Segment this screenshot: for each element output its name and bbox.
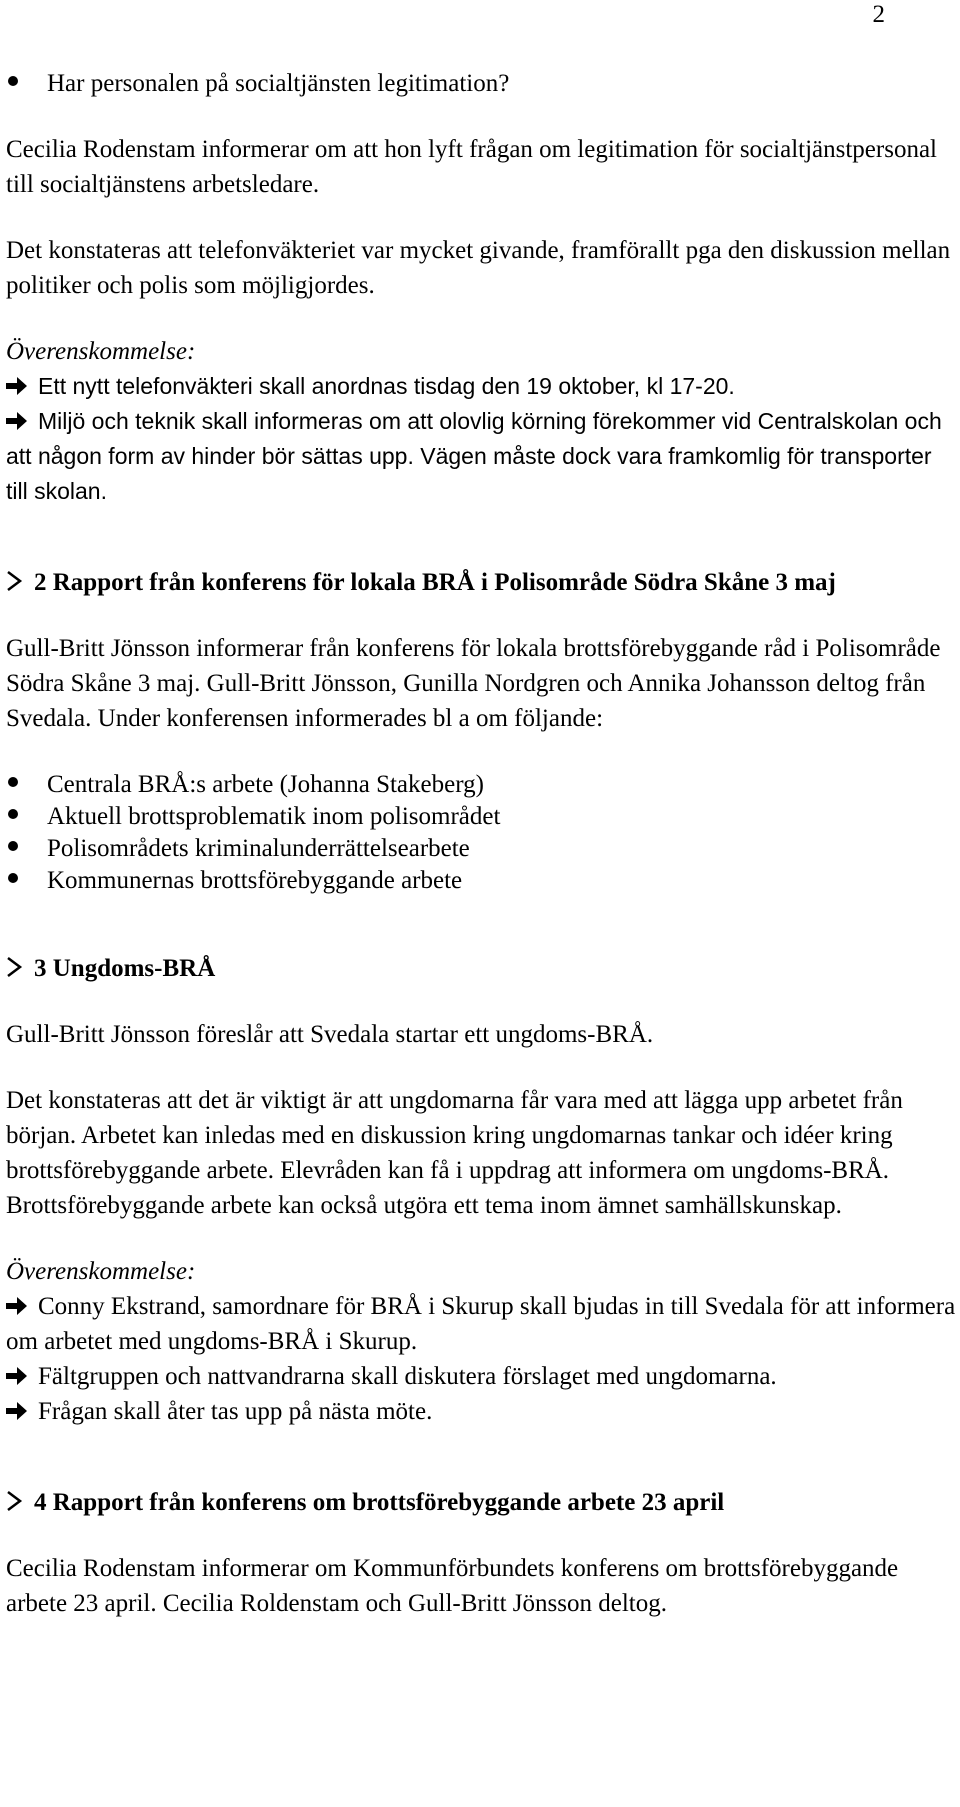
- arrow-right-icon: [6, 1401, 28, 1421]
- list-item: [6, 767, 956, 799]
- paragraph-legitimation: Cecilia Rodenstam informerar om att hon lyft frågan om legitimation för socialtjänstpersonal till socialtjänstens arbetsledare.: [6, 136, 937, 198]
- list-item: [6, 863, 956, 895]
- agreement-2-item-2-text: Fältgruppen och nattvandrarna skall diskutera förslaget med ungdomarna.: [38, 1363, 777, 1390]
- section-4-heading-text: 4 Rapport från konferens om brottsförebyggande arbete 23 april: [34, 1489, 725, 1516]
- heading-arrow-icon: [6, 1490, 24, 1512]
- agreement-label-2: Överenskommelse:: [6, 1258, 196, 1285]
- list-item: [6, 799, 956, 831]
- bullet-icon: [8, 873, 18, 883]
- section-4-heading: [6, 1485, 956, 1520]
- section-4-paragraph: Cecilia Rodenstam informerar om Kommunförbundets konferens om brottsförebyggande arbete 23 april. Cecilia Roldenstam och Gull-Britt Jönsson deltog.: [6, 1555, 899, 1617]
- arrow-right-icon: [6, 1296, 28, 1316]
- heading-arrow-icon: [6, 956, 24, 978]
- document-body: [6, 66, 956, 1621]
- section-2-heading: [6, 565, 956, 600]
- arrow-right-icon: [6, 376, 28, 396]
- arrow-right-icon: [6, 411, 28, 431]
- section-3-paragraph-2: Det konstateras att det är viktigt är att ungdomarna får vara med att lägga upp arbetet från början. Arbetet kan inledas med en diskussion kring ungdomarnas tankar och idéer kring brottsförebyggande arbete. Elevråden kan få i uppdrag att informera om ungdoms-BRÅ. Brottsförebyggande arbete kan också utgöra ett tema inom ämnet samhällskunskap.: [6, 1087, 903, 1219]
- agreement-1-item-1: [6, 369, 956, 404]
- agreement-2-item-3: [6, 1394, 956, 1429]
- bullet-icon: [8, 809, 18, 819]
- paragraph-telefonvakteri: Det konstateras att telefonväkteriet var mycket givande, framförallt pga den diskussion mellan politiker och polis som möjligjordes.: [6, 237, 951, 299]
- list-item-text: Polisområdets kriminalunderrättelsearbete: [47, 835, 470, 862]
- agreement-label-1: Överenskommelse:: [6, 338, 196, 365]
- section-2-paragraph: Gull-Britt Jönsson informerar från konferens för lokala brottsförebyggande råd i Polisområde Södra Skåne 3 maj. Gull-Britt Jönsson, Gunilla Nordgren och Annika Johansson deltog från Svedala. Under konferensen informerades bl a om följande:: [6, 635, 941, 732]
- agreement-1-item-1-text: Ett nytt telefonväkteri skall anordnas tisdag den 19 oktober, kl 17-20.: [38, 373, 735, 399]
- list-item-text: Centrala BRÅ:s arbete (Johanna Stakeberg): [47, 771, 484, 798]
- agreement-1-item-2: [6, 404, 956, 509]
- section-3-heading-text: 3 Ungdoms-BRÅ: [34, 955, 216, 982]
- section-3-heading: [6, 951, 956, 986]
- agreement-2-item-2: [6, 1359, 956, 1394]
- section-2-heading-text: 2 Rapport från konferens för lokala BRÅ i Polisområde Södra Skåne 3 maj: [34, 569, 836, 596]
- list-item-text: Kommunernas brottsförebyggande arbete: [47, 867, 463, 894]
- agreement-2-item-3-text: Frågan skall åter tas upp på nästa möte.: [38, 1398, 433, 1425]
- page-number: 2: [872, 1, 885, 28]
- bullet-icon: [8, 841, 18, 851]
- arrow-right-icon: [6, 1366, 28, 1386]
- list-item: [6, 831, 956, 863]
- agreement-2-item-1: [6, 1289, 956, 1359]
- agreement-1-item-2-text: Miljö och teknik skall informeras om att olovlig körning förekommer vid Centralskolan och att någon form av hinder bör sättas upp.: [6, 408, 942, 469]
- bullet-icon: [8, 777, 18, 787]
- agreement-1-item-2-text-cont: Vägen måste dock vara framkomlig för transporter till skolan.: [6, 443, 932, 504]
- intro-bullet-text: Har personalen på socialtjänsten legitimation?: [47, 70, 510, 97]
- bullet-icon: [8, 76, 18, 86]
- heading-arrow-icon: [6, 570, 24, 592]
- intro-bullet-item: [6, 66, 956, 101]
- section-3-paragraph-1: Gull-Britt Jönsson föreslår att Svedala startar ett ungdoms-BRÅ.: [6, 1021, 654, 1048]
- agreement-2-item-1-text: Conny Ekstrand, samordnare för BRÅ i Skurup skall bjudas in till Svedala för att informera om arbetet med ungdoms-BRÅ i Skurup.: [6, 1293, 956, 1355]
- section-2-list: [6, 767, 956, 895]
- list-item-text: Aktuell brottsproblematik inom polisområdet: [47, 803, 501, 830]
